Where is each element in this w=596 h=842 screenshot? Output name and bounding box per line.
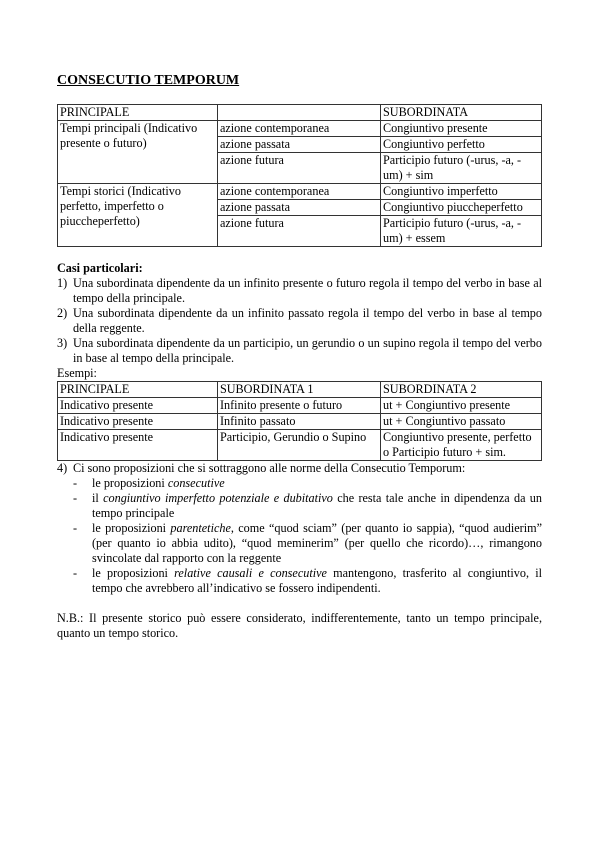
nota-bene: N.B.: Il presente storico può essere considerato, indifferentemente, tanto un tempo principale, quanto un tempo storico. (57, 611, 542, 640)
esempi-label: Esempi: (57, 366, 97, 380)
sub-item-text (92, 491, 542, 521)
item-text: Una subordinata dipendente da un infinito presente o futuro regola il tempo del verbo in base al tempo della principale. (73, 276, 542, 305)
italic-run: congiuntivo imperfetto potenziale e dubitativo (103, 491, 333, 505)
azione-cell: azione futura (217, 153, 380, 184)
table-cell: ut + Congiuntivo passato (381, 414, 542, 430)
list-item (57, 306, 542, 336)
table-cell: Infinito presente o futuro (217, 398, 380, 414)
subordinata-cell: Congiuntivo perfetto (381, 137, 542, 153)
table-cell: Indicativo presente (58, 398, 218, 414)
page-title: CONSECUTIO TEMPORUM (57, 73, 240, 88)
italic-run: consecutive (167, 476, 225, 490)
text-run: che resta tale anche in dipendenza da un tempo principale (92, 491, 542, 520)
italic-run: relative causali e consecutive (174, 566, 327, 580)
item-number: 2) (57, 306, 68, 320)
consecutio-table (57, 104, 542, 247)
header-subordinata-1: SUBORDINATA 1 (217, 382, 380, 398)
text-run: le proposizioni (92, 566, 175, 580)
sub-item-text (92, 521, 542, 566)
subordinata-cell: Congiuntivo imperfetto (381, 184, 542, 200)
table-cell: Congiuntivo presente, perfetto o Participio futuro + sim. (381, 430, 542, 461)
sub-item-text (92, 566, 542, 596)
text-run: il (92, 491, 104, 505)
header-principale: PRINCIPALE (58, 105, 218, 121)
principale-cell: Tempi principali (Indicativo presente o futuro) (58, 121, 218, 184)
item-number: 3) (57, 336, 68, 350)
esempi-table (57, 381, 542, 461)
text-run: le proposizioni (92, 476, 168, 490)
list-item (57, 276, 542, 306)
item-text: Una subordinata dipendente da un infinito passato regola il tempo del verbo in base al tempo della reggente. (73, 306, 542, 335)
item-number: 4) (57, 461, 68, 475)
table-cell: ut + Congiuntivo presente (381, 398, 542, 414)
casi-particolari-heading: Casi particolari: (57, 261, 143, 275)
dash-bullet: - (73, 491, 78, 505)
text-run: le proposizioni (92, 521, 171, 535)
item-number: 1) (57, 276, 68, 290)
list-item (57, 336, 542, 366)
table-row (58, 121, 542, 137)
header-subordinata: SUBORDINATA (381, 105, 542, 121)
sub-item-text (92, 476, 542, 491)
list-item (57, 461, 542, 476)
sub-item (73, 566, 542, 596)
text-run: , come “quod sciam” (per quanto io sappia), “quod audierim” (per quanto io abbia udito), “quod meminerim” (per quello che ricordo)…, rimangono svincolate dal rapporto con la reggente (92, 521, 542, 565)
document-page (57, 72, 542, 641)
azione-cell: azione contemporanea (217, 184, 380, 200)
subordinata-cell: Participio futuro (-urus, -a, -um) + essem (381, 216, 542, 247)
subordinata-cell: Participio futuro (-urus, -a, -um) + sim (381, 153, 542, 184)
principale-cell: Tempi storici (Indicativo perfetto, imperfetto o piuccheperfetto) (58, 184, 218, 247)
text-run: mantengono, trasferito al congiuntivo, il tempo che avrebbero all’indicativo se fossero indipendenti. (92, 566, 542, 595)
table-row (58, 430, 542, 461)
table-row (58, 184, 542, 200)
subordinata-cell: Congiuntivo piuccheperfetto (381, 200, 542, 216)
table-header-row (58, 382, 542, 398)
dash-bullet: - (73, 521, 78, 535)
azione-cell: azione passata (217, 137, 380, 153)
table-cell: Indicativo presente (58, 430, 218, 461)
azione-cell: azione contemporanea (217, 121, 380, 137)
table-header-row (58, 105, 542, 121)
italic-run: parentetiche (170, 521, 231, 535)
table-row (58, 398, 542, 414)
sub-item (73, 521, 542, 566)
sub-item (73, 476, 542, 491)
header-principale: PRINCIPALE (58, 382, 218, 398)
azione-cell: azione passata (217, 200, 380, 216)
table-cell: Infinito passato (217, 414, 380, 430)
azione-cell: azione futura (217, 216, 380, 247)
header-empty (217, 105, 380, 121)
item-text: Ci sono proposizioni che si sottraggono alle norme della Consecutio Temporum: (73, 461, 466, 475)
table-cell: Indicativo presente (58, 414, 218, 430)
dash-bullet: - (73, 566, 78, 580)
table-cell: Participio, Gerundio o Supino (217, 430, 380, 461)
dash-bullet: - (73, 476, 78, 490)
header-subordinata-2: SUBORDINATA 2 (381, 382, 542, 398)
sub-item (73, 491, 542, 521)
item-text: Una subordinata dipendente da un participio, un gerundio o un supino regola il tempo del verbo in base al tempo della principale. (73, 336, 542, 365)
table-row (58, 414, 542, 430)
subordinata-cell: Congiuntivo presente (381, 121, 542, 137)
